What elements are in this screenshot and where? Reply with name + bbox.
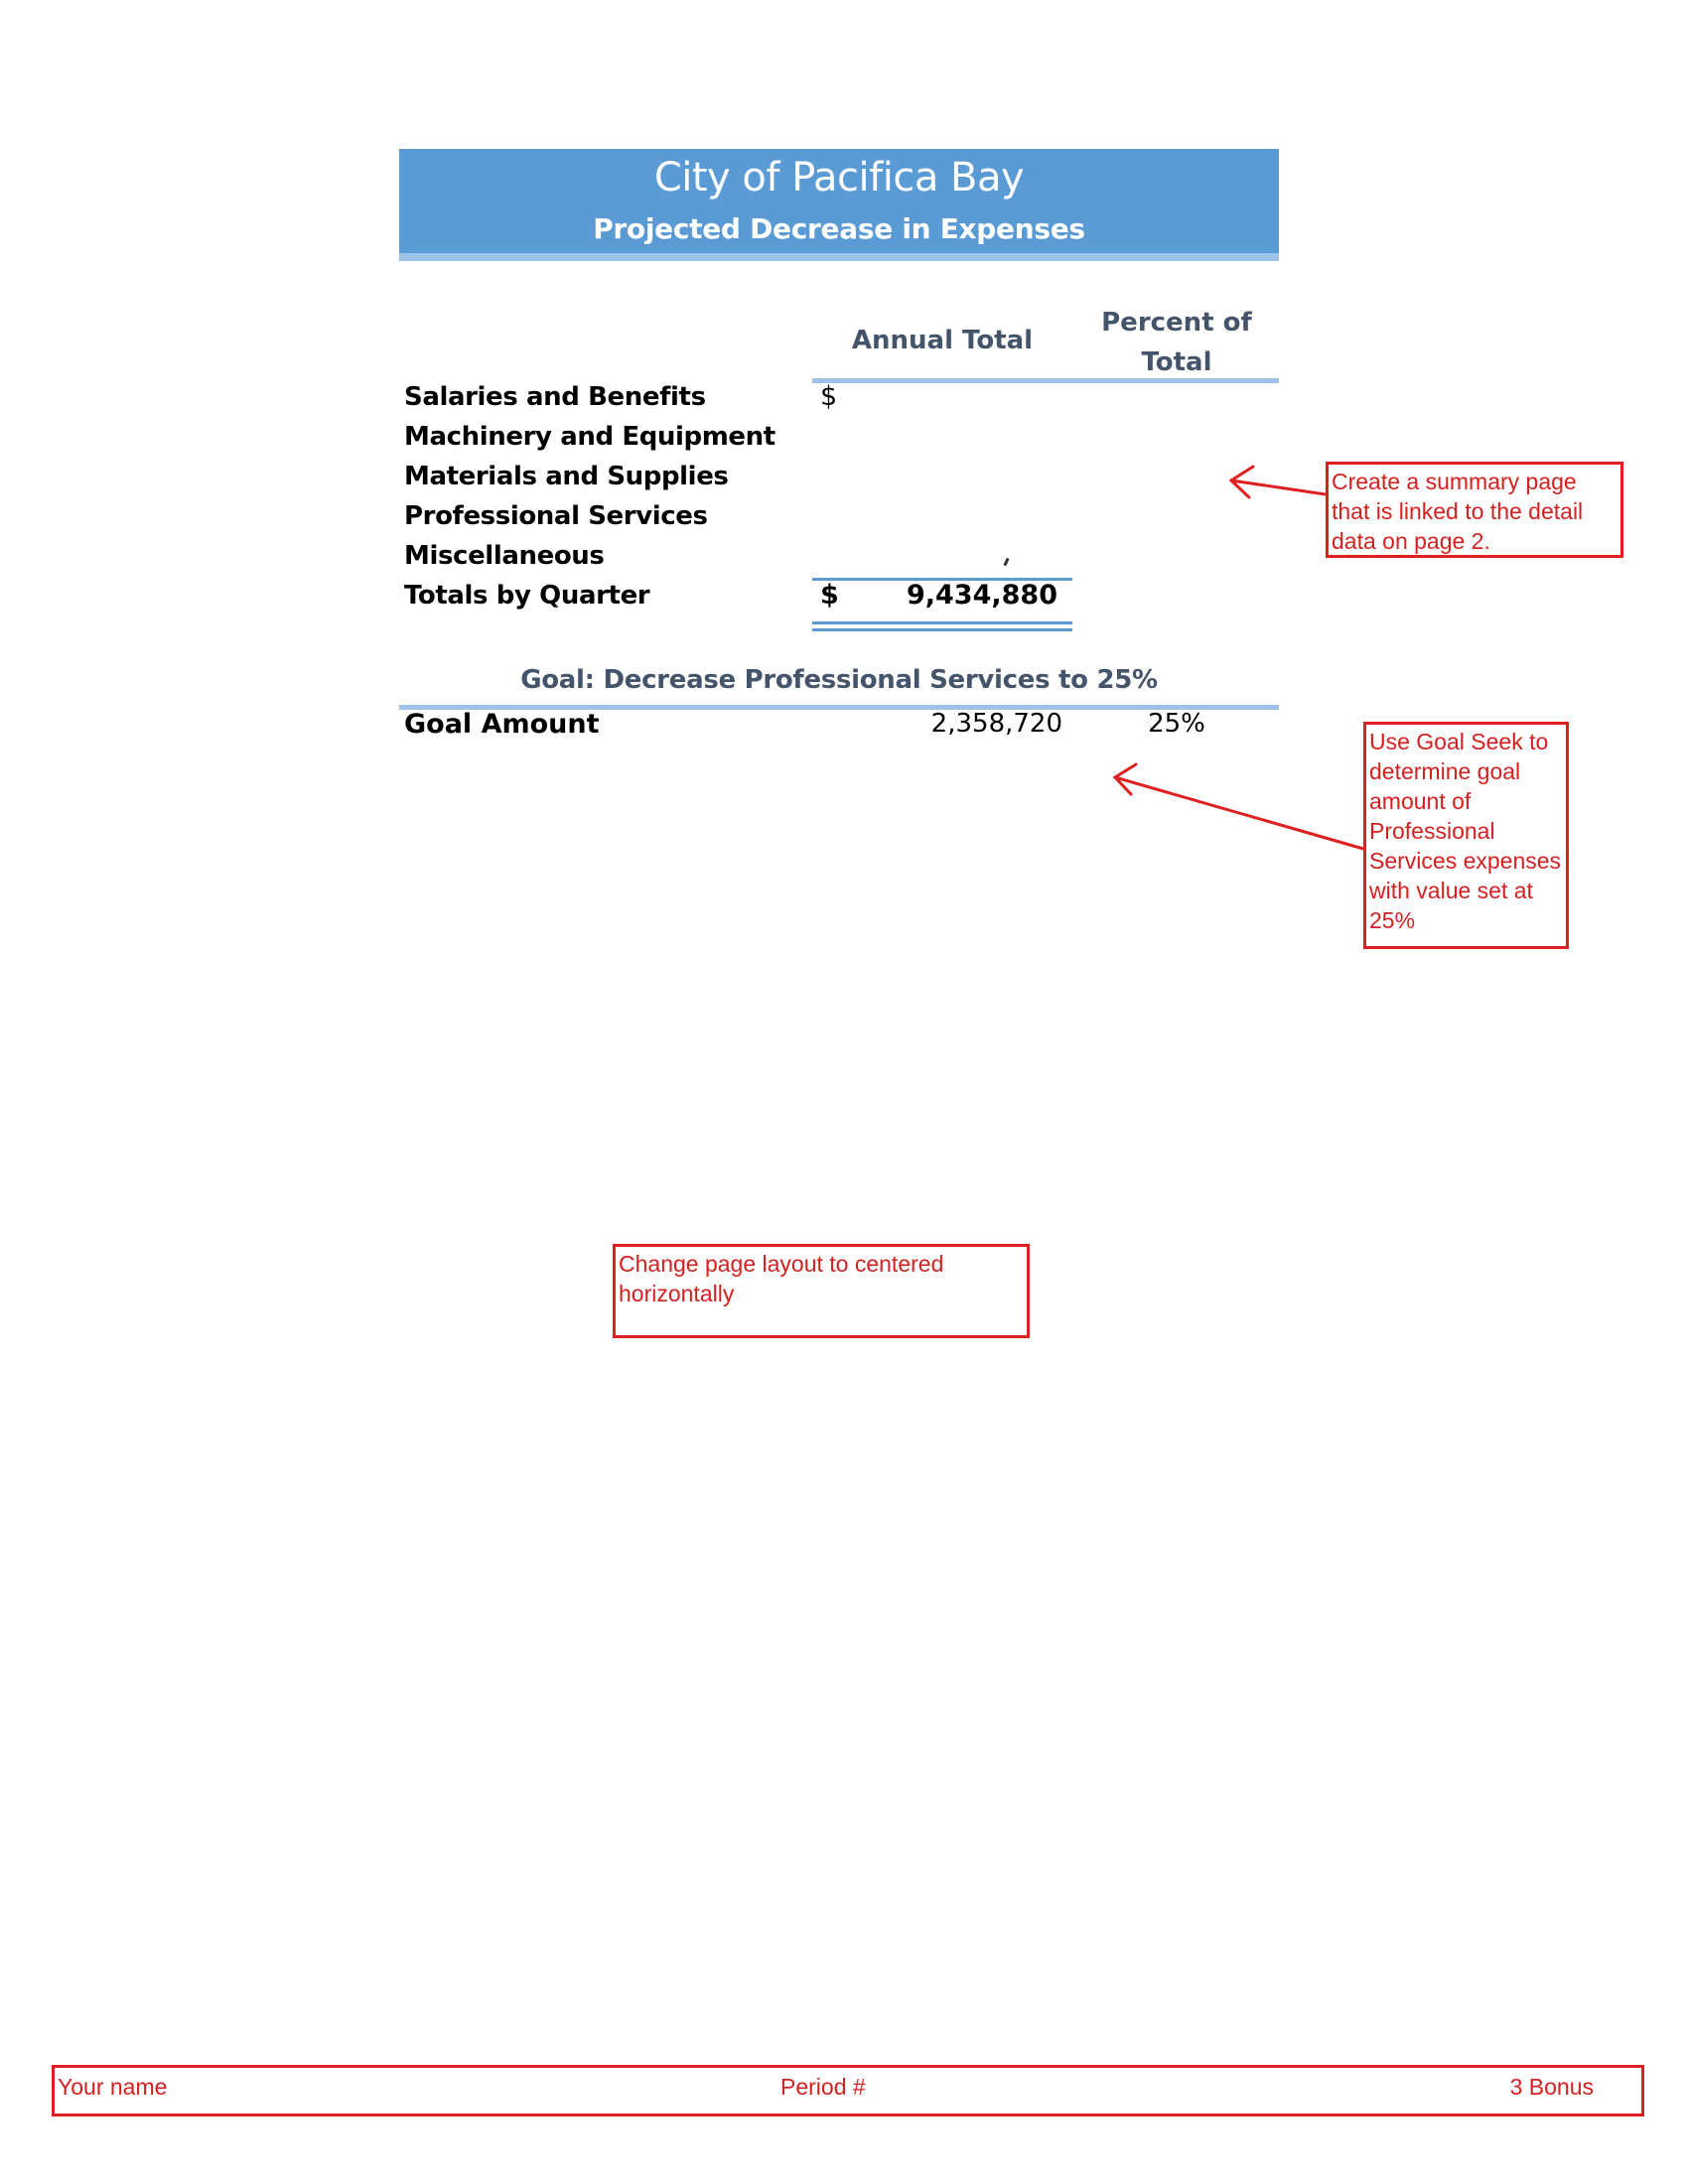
row-label-machinery: Machinery and Equipment [404,422,775,452]
footer-name: Your name [58,2074,168,2100]
column-header-percent-line1: Percent of [1101,308,1252,338]
totals-currency: $ [820,580,839,611]
annotation-goal-seek: Use Goal Seek to determine goal amount of Professional Services expenses with value set at 25% [1363,722,1569,949]
totals-double-underline-1 [812,621,1072,624]
totals-double-underline-2 [812,628,1072,631]
page-footer [52,2065,1644,2116]
page-title: City of Pacifica Bay [653,155,1025,201]
row-label-professional-services: Professional Services [404,501,708,531]
arrow-goal-head [1115,764,1136,794]
banner-underline [399,253,1279,261]
goal-amount-label: Goal Amount [404,709,600,740]
row-label-materials: Materials and Supplies [404,462,729,491]
arrow-summary-head [1231,467,1253,497]
cell-artifact-mark [1003,558,1009,567]
footer-bonus: 3 Bonus [1509,2074,1594,2100]
annotation-summary-page: Create a summary page that is linked to the detail data on page 2. [1326,462,1623,558]
goal-heading: Goal: Decrease Professional Services to 25% [520,665,1158,695]
row-label-totals: Totals by Quarter [404,581,650,611]
footer-period: Period # [780,2074,866,2100]
column-header-percent-of-total [1082,303,1271,382]
row-currency-salaries: $ [820,381,838,412]
header-underline [812,378,1279,383]
goal-amount-value: 2,358,720 [930,709,1062,739]
arrow-goal-line [1115,777,1363,849]
column-header-percent-line2: Total [1141,347,1212,377]
title-banner [399,149,1279,253]
annotation-page-layout: Change page layout to centered horizontally [613,1244,1030,1338]
row-label-miscellaneous: Miscellaneous [404,541,605,571]
column-header-annual-total: Annual Total [851,326,1034,355]
arrow-summary-line [1231,480,1326,494]
goal-percent-value: 25% [1148,709,1205,739]
row-label-salaries: Salaries and Benefits [404,382,706,412]
totals-amount: 9,434,880 [906,580,1057,611]
page-subtitle: Projected Decrease in Expenses [593,212,1085,245]
